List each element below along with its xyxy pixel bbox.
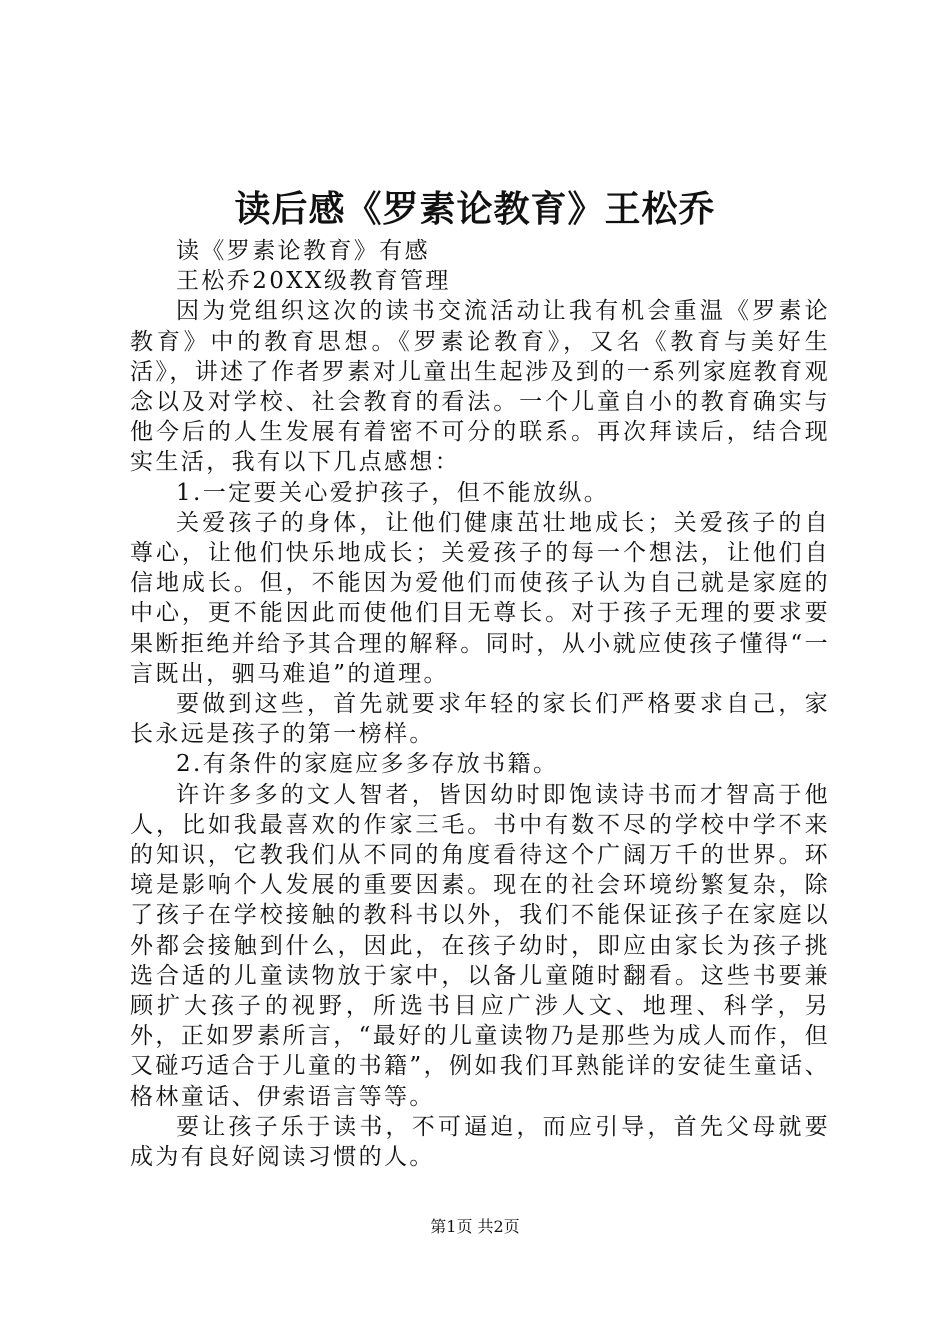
paragraph-author: 王松乔20XX级教育管理 [176, 268, 451, 295]
document-title: 读后感《罗素论教育》王松乔 [234, 189, 716, 230]
paragraph-point-2-body: 许许多多的文人智者，皆因幼时即饱读诗书而才智高于他人，比如我最喜欢的作家三毛。书中有数不尽的学校中学不来的知识，它教我们从不同的角度看待这个广阔万千的世界。环境是影响个人发展的重要因素。现在的社会环境纷繁复杂，除了孩子在学校接触的教科书以外，我们不能保证孩子在家庭以外都会接触到什么，因此，在孩子幼时，即应由家长为孩子挑选合适的儿童读物放于家中，以备儿童随时翻看。这些书要兼顾扩大孩子的视野，所选书目应广涉人文、地理、科学，另外，正如罗素所言，“最好的儿童读物乃是那些为成人而作，但又碰巧适合于儿童的书籍”，例如我们耳熟能详的安徒生童话、格林童话、伊索语言等等。 [130, 781, 830, 1110]
paragraph-point-1-body: 关爱孩子的身体，让他们健康茁壮地成长；关爱孩子的自尊心，让他们快乐地成长；关爱孩子的每一个想法，让他们自信地成长。但，不能因为爱他们而使孩子认为自己就是家庭的中心，更不能因此而使他们目无尊长。对于孩子无理的要求要果断拒绝并给予其合理的解释。同时，从小就应使孩子懂得“一言既出，驷马难追”的道理。 [130, 509, 830, 687]
document-body [130, 236, 830, 1172]
paragraph-intro: 因为党组织这次的读书交流活动让我有机会重温《罗素论教育》中的教育思想。《罗素论教育》，又名《教育与美好生活》，讲述了作者罗素对儿童出生起涉及到的一系列家庭教育观念以及对学校、社会教育的看法。一个儿童自小的教育确实与他今后的人生发展有着密不可分的联系。再次拜读后，结合现实生活，我有以下几点感想： [130, 298, 830, 476]
paragraph-point-1-conclusion: 要做到这些，首先就要求年轻的家长们严格要求自己，家长永远是孩子的第一榜样。 [130, 691, 830, 748]
paragraph-subtitle: 读《罗素论教育》有感 [176, 238, 430, 264]
paragraph-point-2-heading: 2.有条件的家庭应多多存放书籍。 [176, 751, 559, 778]
page-footer: 第1页 共2页 [430, 1217, 520, 1236]
paragraph-point-1-heading: 1.一定要关心爱护孩子，但不能放纵。 [176, 479, 610, 506]
paragraph-point-2-conclusion: 要让孩子乐于读书，不可逼迫，而应引导，首先父母就要成为有良好阅读习惯的人。 [130, 1113, 830, 1171]
